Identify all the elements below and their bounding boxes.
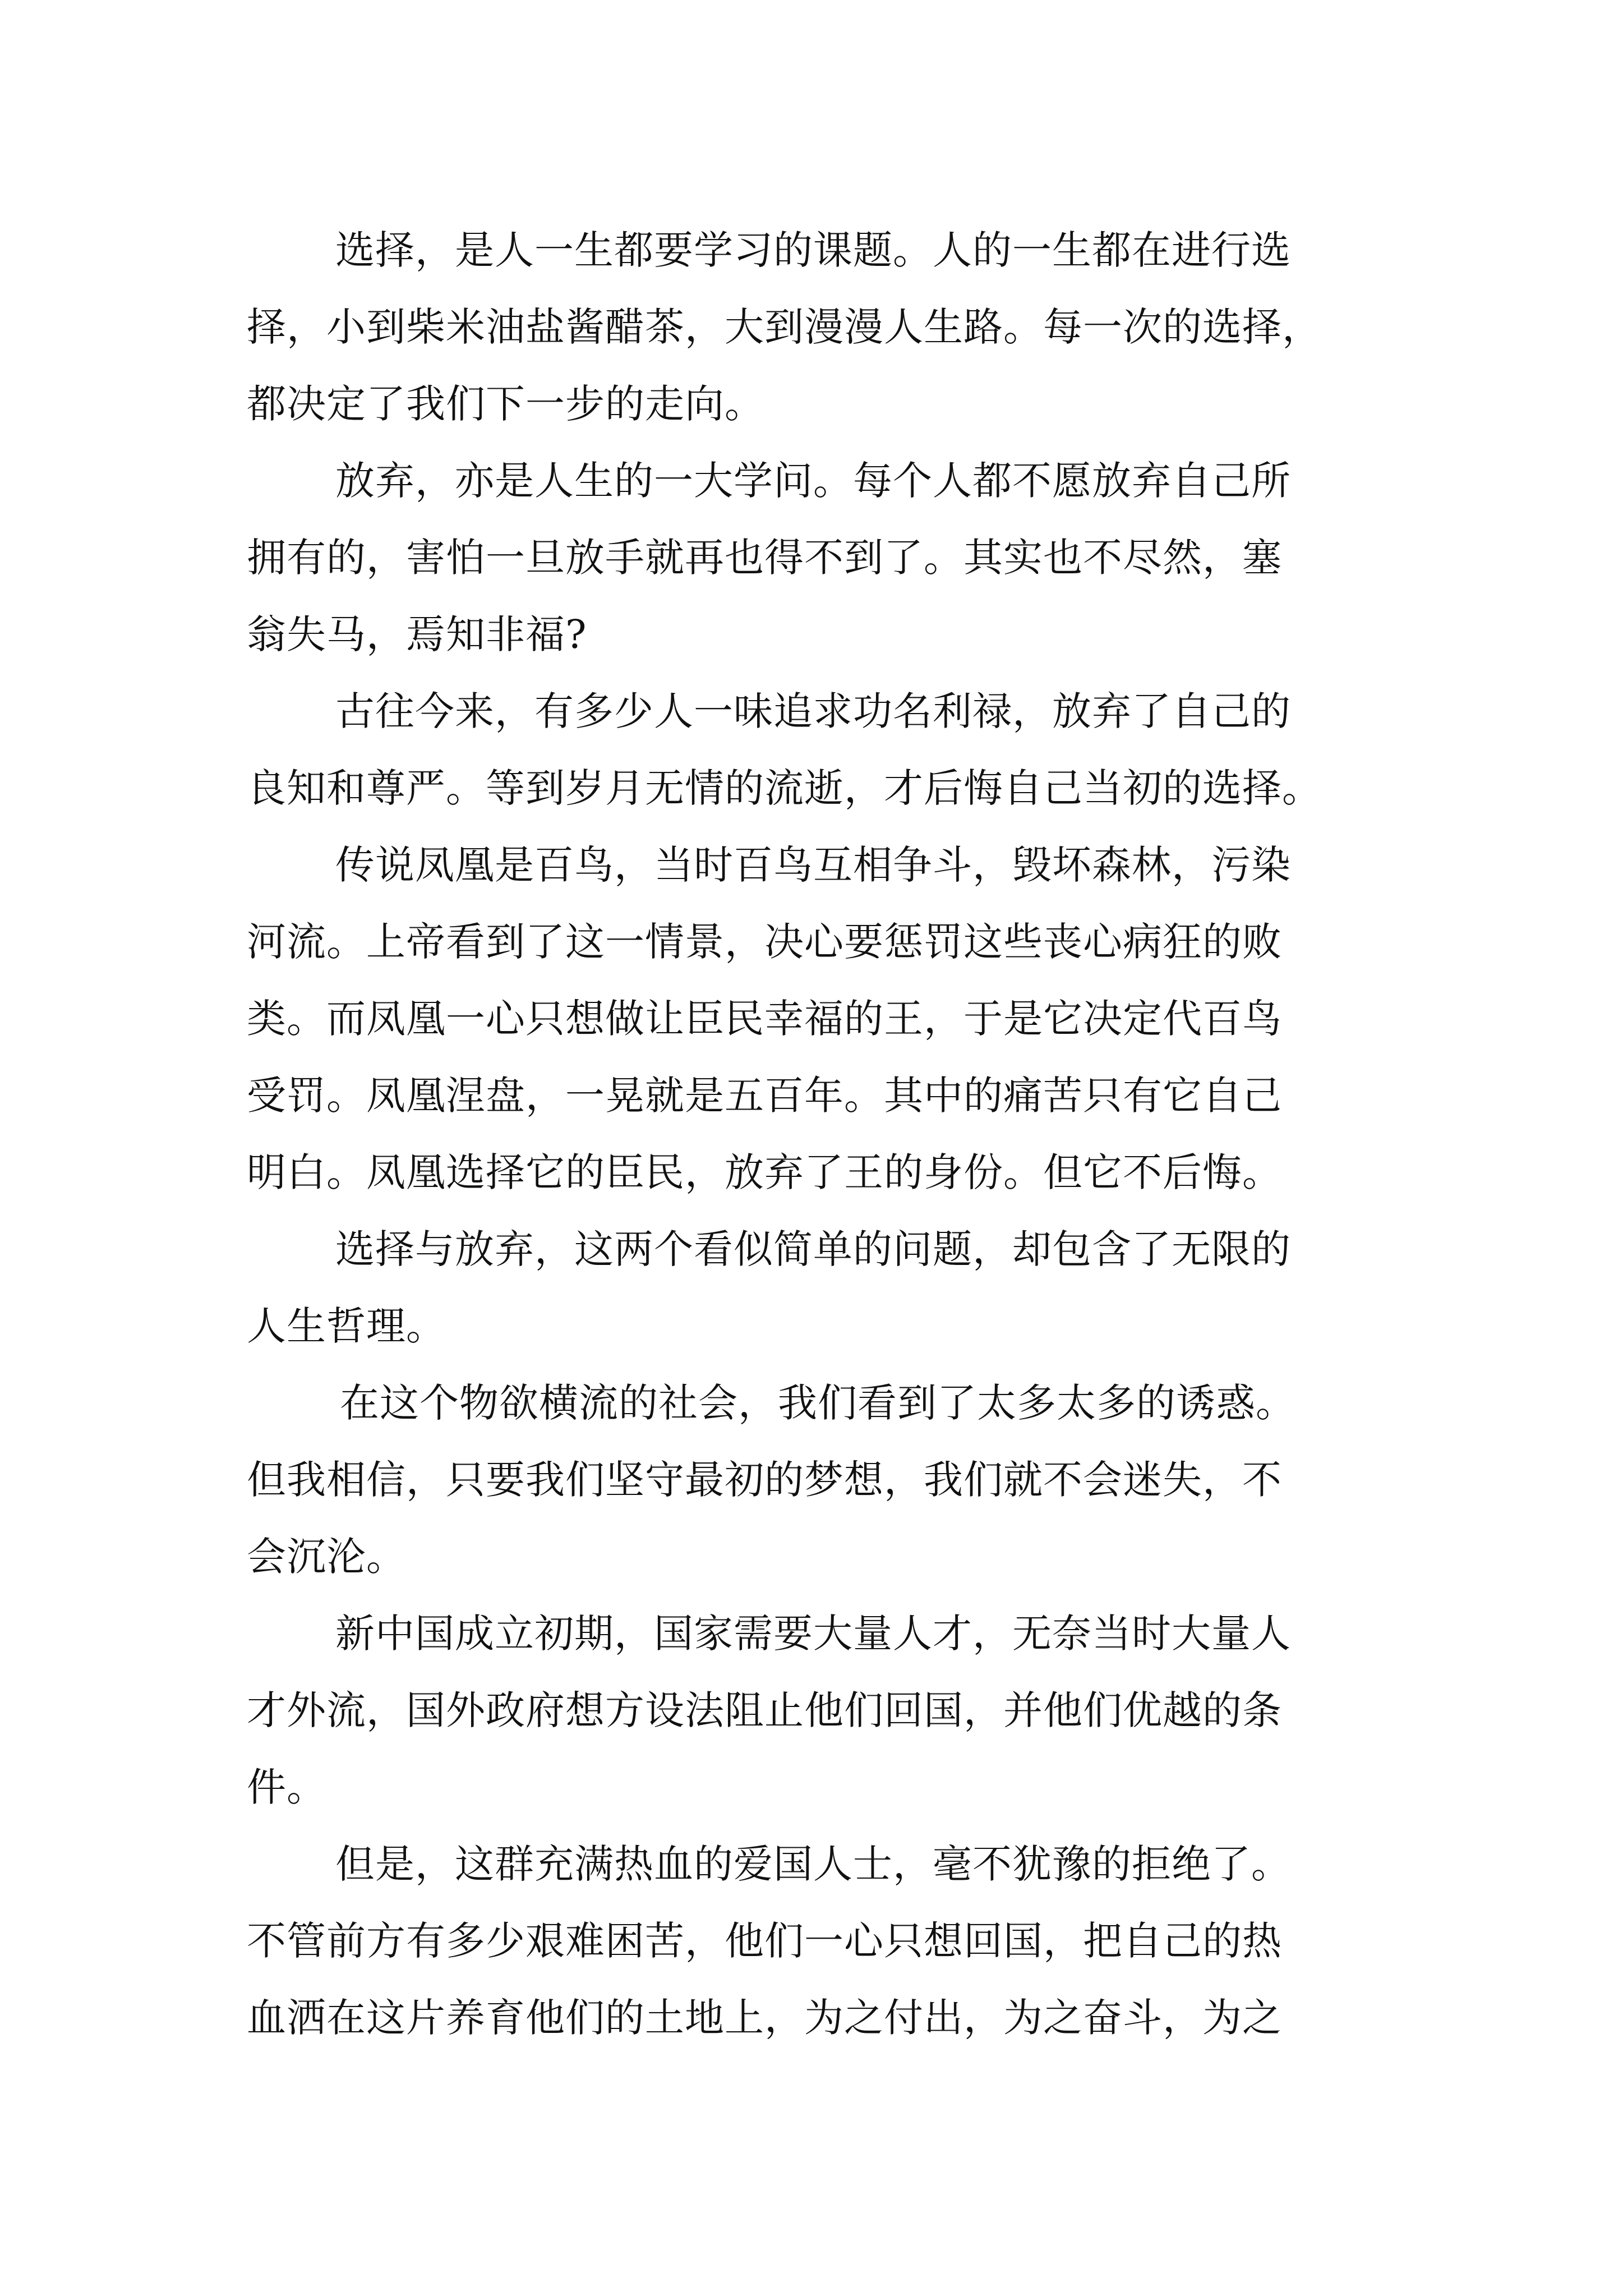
text-line: 放弃，亦是人生的一大学问。每个人都不愿放弃自己所 [335,458,1291,504]
text-line: 在这个物欲横流的社会，我们看到了太多太多的诱惑。 [340,1380,1295,1426]
text-line: 古往今来，有多少人一味追求功名利禄，放弃了自己的 [335,688,1291,734]
paragraph-3 [247,673,1402,827]
text-line: 才外流，国外政府想方设法阻止他们回国，并他们优越的条 [247,1687,1282,1733]
text-line: 都决定了我们下一步的走向。 [247,381,764,427]
paragraph-4 [247,827,1402,1211]
text-line: 不管前方有多少艰难困苦，他们一心只想回国，把自己的热 [247,1918,1282,1964]
text-line: 但我相信，只要我们坚守最初的梦想，我们就不会迷失，不 [247,1457,1282,1503]
text-line: 会沉沦。 [247,1534,406,1580]
paragraph-2 [247,443,1402,673]
paragraph-8 [247,1826,1402,2056]
text-line: 传说凤凰是百鸟，当时百鸟互相争斗，毁坏森林，污染 [335,842,1291,888]
text-line: 明白。凤凰选择它的臣民，放弃了王的身份。但它不后悔。 [247,1149,1282,1195]
paragraph-7 [247,1595,1402,1826]
paragraph-1 [247,212,1402,443]
text-line: 血洒在这片养育他们的土地上，为之付出，为之奋斗，为之 [247,1995,1282,2041]
text-line: 件。 [247,1764,326,1810]
document-body [247,212,1402,2056]
text-line: 河流。上帝看到了这一情景，决心要惩罚这些丧心病狂的败 [247,919,1282,965]
paragraph-6 [247,1365,1402,1595]
text-line: 选择与放弃，这两个看似简单的问题，却包含了无限的 [335,1226,1291,1272]
text-line: 人生哲理。 [247,1303,446,1349]
text-line: 择，小到柴米油盐酱醋茶，大到漫漫人生路。每一次的选择， [247,304,1322,350]
text-line: 但是，这群充满热血的爱国人士，毫不犹豫的拒绝了。 [335,1841,1291,1887]
text-line: 新中国成立初期，国家需要大量人才，无奈当时大量人 [335,1611,1291,1657]
text-line: 翁失马，焉知非福? [247,611,587,657]
text-line: 选择，是人一生都要学习的课题。人的一生都在进行选 [335,227,1291,273]
text-line: 良知和尊严。等到岁月无情的流逝，才后悔自己当初的选择。 [247,765,1322,811]
paragraph-5 [247,1211,1402,1365]
text-line: 受罚。凤凰涅盘，一晃就是五百年。其中的痛苦只有它自己 [247,1073,1282,1119]
text-line: 类。而凤凰一心只想做让臣民幸福的王，于是它决定代百鸟 [247,996,1282,1042]
text-line: 拥有的，害怕一旦放手就再也得不到了。其实也不尽然，塞 [247,535,1282,581]
